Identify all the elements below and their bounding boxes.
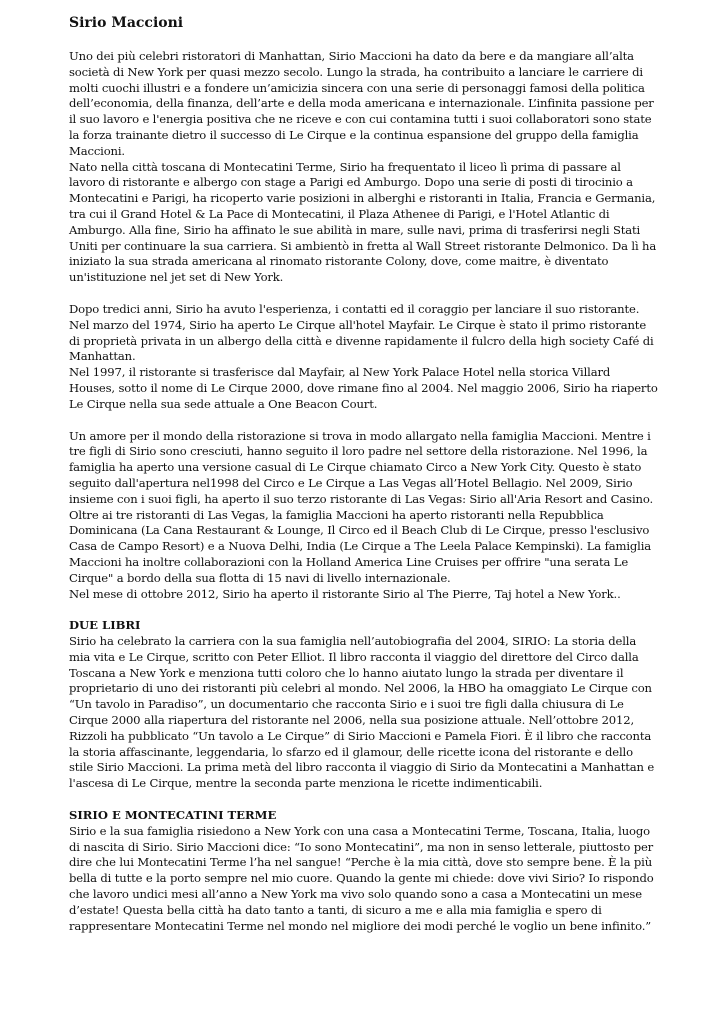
section-heading-montecatini: SIRIO E MONTECATINI TERME: [69, 808, 277, 823]
paragraph-intro: Uno dei più celebri ristoratori di Manhattan, Sirio Maccioni ha dato da bere e da mangiare all’alta società di New York per quasi mezzo secolo. Lungo la strada, ha contribuito a lanciare le carriere di molti cuochi illustri e a fondere un’amicizia sincera con una serie di personaggi famosi della politica dell’economia, della finanza, dell’arte e della moda americana e internazionale. L’infinita passione per il suo lavoro e l'energia positiva che ne riceve e con cui contamina tutti i suoi collaboratori sono state la forza trainante dietro il successo di Le Cirque e la continua espansione del gruppo della famiglia Maccioni. Nato nella città toscana di Montecatini Terme, Sirio ha frequentato il liceo lì prima di passare al lavoro di ristorante e albergo con stage a Parigi ed Amburgo. Dopo una serie di posti di tirocinio a Montecatini e Parigi, ha ricoperto varie posizioni in alberghi e ristoranti in Italia, Francia e Germania, tra cui il Grand Hotel & La Pace di Montecatini, il Plaza Athenee di Parigi, e l'Hotel Atlantic di Amburgo. Alla fine, Sirio ha affinato le sue abilità in mare, sulle navi, prima di trasferirsi negli Stati Uniti per continuare la sua carriera. Si ambientò in fretta al Wall Street ristorante Delmonico. Da lì ha iniziato la sua strada americana al rinomato ristorante Colony, dove, come maitre, è diventato un'istituzione nel jet set di New York.: [69, 49, 657, 285]
document-body: [69, 49, 659, 950]
document-title: Sirio Maccioni: [69, 15, 184, 31]
paragraph-due-libri: Sirio ha celebrato la carriera con la sua famiglia nell’autobiografia del 2004, SIRIO: La storia della mia vita e Le Cirque, scritto con Peter Elliot. Il libro racconta il viaggio del direttore del Circo dalla Toscana a New York e menziona tutti coloro che lo hanno aiutato lungo la strada per diventare il proprietario di uno dei ristoranti più celebri al mondo. Nel 2006, la HBO ha omaggiato Le Cirque con “Un tavolo in Paradiso”, un documentario che racconta Sirio e i suoi tre figli dalla chiusura di Le Cirque 2000 alla riapertura del ristorante nel 2006, nella sua posizione attuale. Nell’ottobre 2012, Rizzoli ha pubblicato “Un tavolo a Le Cirque” di Sirio Maccioni e Pamela Fiori. È il libro che racconta la storia affascinante, leggendaria, lo sfarzo ed il glamour, delle ricette icona del ristorante e dello stile Sirio Maccioni. La prima metà del libro racconta il viaggio di Sirio da Montecatini a Manhattan e l'ascesa di Le Cirque, mentre la seconda parte menziona le ricette indimenticabili.: [69, 634, 655, 791]
section-heading-due-libri: DUE LIBRI: [69, 618, 141, 633]
paragraph-family: Un amore per il mondo della ristorazione si trova in modo allargato nella famiglia Maccioni. Mentre i tre figli di Sirio sono cresciuti, hanno seguito il loro padre nel settore della ristorazione. Nel 1996, la famiglia ha aperto una versione casual di Le Cirque chiamato Circo a New York City. Questo è stato seguito dall'apertura nel1998 del Circo e Le Cirque a Las Vegas all’Hotel Bellagio. Nel 2009, Sirio insieme con i suoi figli, ha aperto il suo terzo ristorante di Las Vegas: Sirio all'Aria Resort and Casino. Oltre ai tre ristoranti di Las Vegas, la famiglia Maccioni ha aperto ristoranti nella Repubblica Dominicana (La Cana Restaurant & Lounge, Il Circo ed il Beach Club di Le Cirque, presso l'esclusivo Casa de Campo Resort) e a Nuova Delhi, India (Le Cirque a The Leela Palace Kempinski). La famiglia Maccioni ha inoltre collaborazioni con la Holland America Line Cruises per offrire "una serata Le Cirque" a bordo della sua flotta di 15 navi di livello internazionale. Nel mese di ottobre 2012, Sirio ha aperto il ristorante Sirio al The Pierre, Taj hotel a New York..: [69, 428, 653, 601]
paragraph-montecatini: Sirio e la sua famiglia risiedono a New York con una casa a Montecatini Terme, Toscana, Italia, luogo di nascita di Sirio. Sirio Maccioni dice: “Io sono Montecatini”, ma non in senso letterale, piuttosto per dire che lui Montecatini Terme l’ha nel sangue! “Perche è la mia città, dove sto sempre bene. È la più bella di tutte e la porto sempre nel mio cuore. Quando la gente mi chiede: dove vivi Sirio? Io rispondo che lavoro undici mesi all’anno a New York ma vivo solo quando sono a casa a Montecatini un mese d’estate! Questa bella città ha dato tanto a tanti, di sicuro a me e alla mia famiglia e spero di rappresentare Montecatini Terme nel mondo nel migliore dei modi perché le voglio un bene infinito.”: [69, 823, 654, 933]
paragraph-le-cirque: Dopo tredici anni, Sirio ha avuto l'esperienza, i contatti ed il coraggio per lanciare il suo ristorante. Nel marzo del 1974, Sirio ha aperto Le Cirque all'hotel Mayfair. Le Cirque è stato il primo ristorante di proprietà privata in un albergo della città e divenne rapidamente il fulcro della high society Café di Manhattan. Nel 1997, il ristorante si trasferisce dal Mayfair, al New York Palace Hotel nella storica Villard Houses, sotto il nome di Le Cirque 2000, dove rimane fino al 2004. Nel maggio 2006, Sirio ha riaperto Le Cirque nella sua sede attuale a One Beacon Court.: [69, 301, 658, 411]
